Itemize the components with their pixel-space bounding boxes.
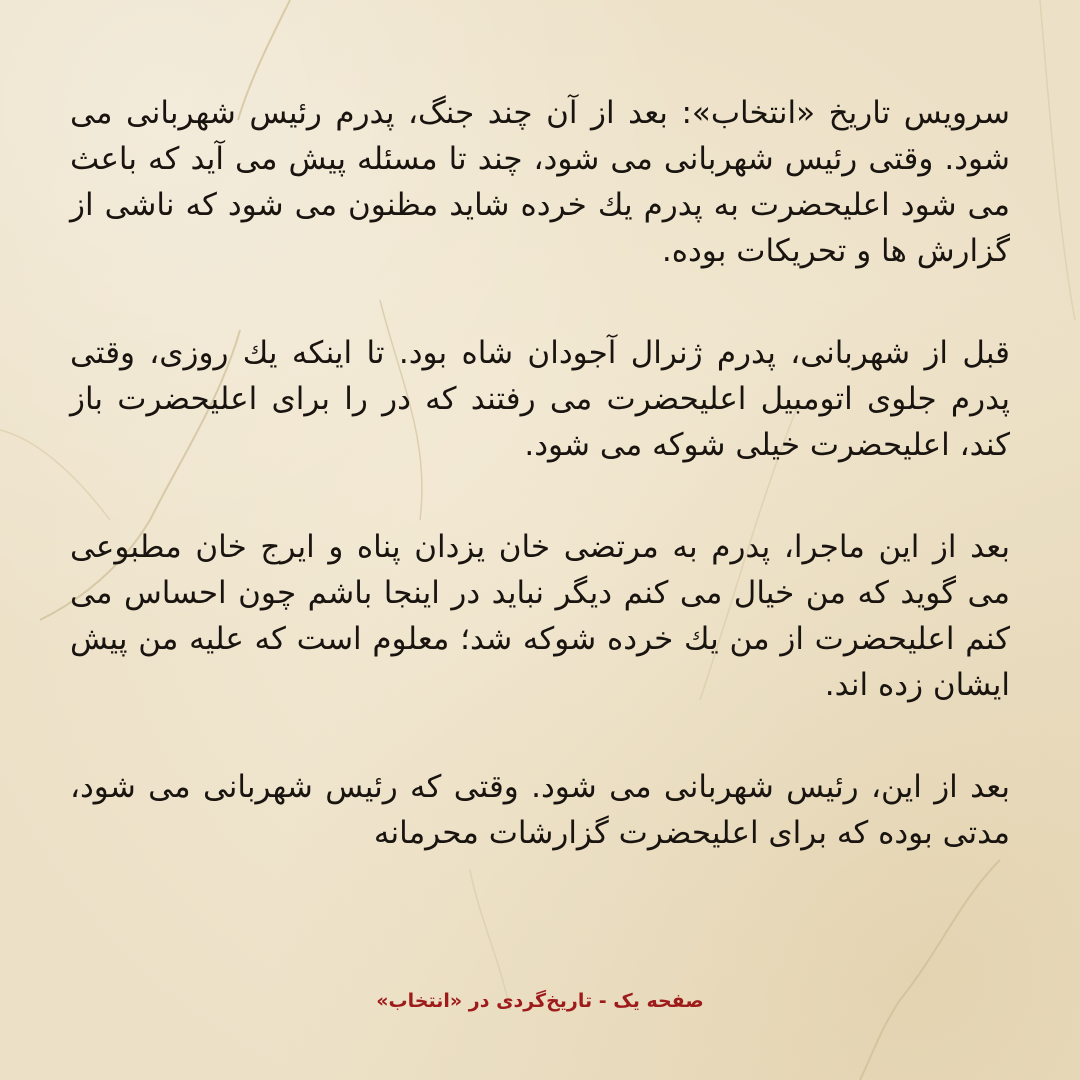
article-paragraph-2: قبل از شهربانی، پدرم ژنرال آجودان شاه بود. تا اینکه یك روزی، وقتی پدرم جلوی اتومبیل اعلیحضرت می رفتند که در را برای اعلیحضرت باز کند، اعلیحضرت خیلی شوکه می شود. <box>70 335 1010 463</box>
article-body <box>70 90 1010 856</box>
article-paragraph-1: سرویس تاریخ «انتخاب»: بعد از آن چند جنگ، پدرم رئیس شهربانی می شود. وقتی رئیس شهربانی می شود، چند تا مسئله پیش می آید که باعث می شود اعلیحضرت به پدرم یك خرده شاید مظنون می شود که ناشی از گزارش ها و تحریکات بوده. <box>70 95 1010 269</box>
article-paragraph-3: بعد از این ماجرا، پدرم به مرتضی خان یزدان پناه و ایرج خان مطبوعی می گوید که من خیال می کنم دیگر نباید در اینجا باشم چون احساس می کنم اعلیحضرت از من یك خرده شوکه شد؛ معلوم است که علیه من پیش ایشان زده اند. <box>70 529 1010 703</box>
page-footer-caption: صفحه یک - تاریخ‌گردی در «انتخاب» <box>376 990 704 1012</box>
article-paragraph-4: بعد از این، رئیس شهربانی می شود. وقتی که رئیس شهربانی می شود، مدتی بوده که برای اعلیحضرت گزارشات محرمانه <box>70 769 1010 851</box>
